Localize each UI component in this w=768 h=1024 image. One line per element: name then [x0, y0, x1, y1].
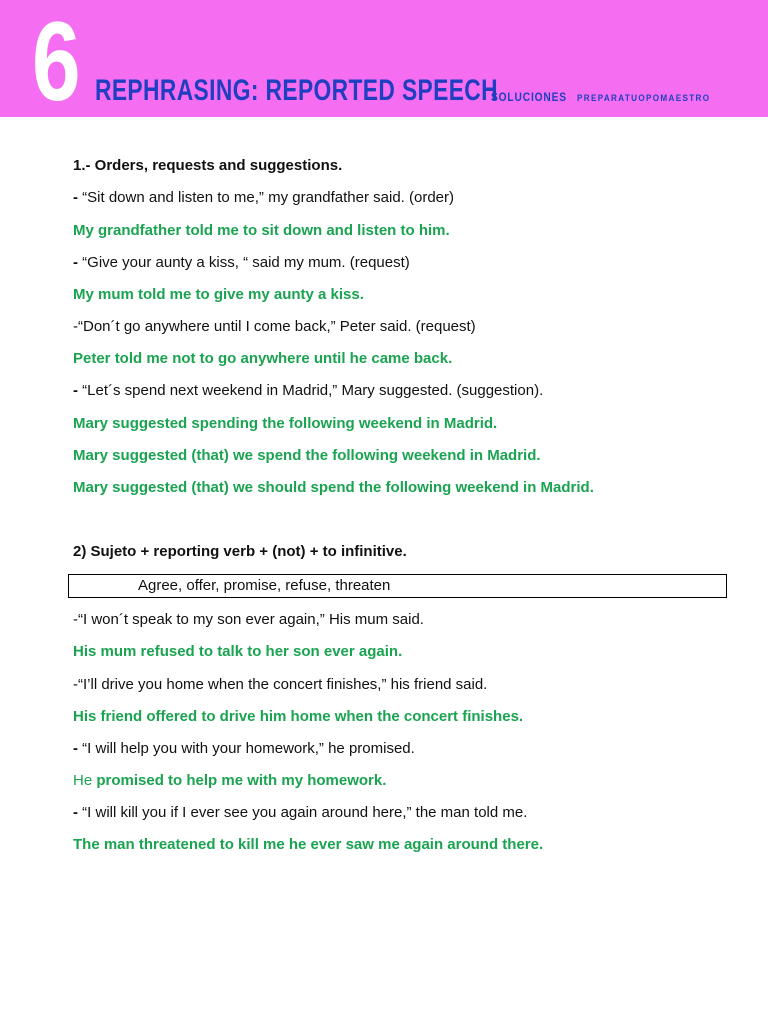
answer-line: My grandfather told me to sit down and listen to him. [73, 222, 450, 239]
section1-heading: 1.- Orders, requests and suggestions. [73, 157, 343, 174]
prompt-line [73, 740, 415, 758]
answer-subject: He [73, 772, 97, 789]
prompt-line [73, 382, 543, 400]
dash: - [73, 382, 83, 399]
page-title: REPHRASING: REPORTED SPEECH [95, 74, 498, 107]
answer-line: Mary suggested (that) we spend the following weekend in Madrid. [73, 447, 541, 464]
prompt-line: -“I won´t speak to my son ever again,” His mum said. [73, 611, 424, 628]
answer-line: The man threatened to kill me he ever saw me again around there. [73, 836, 544, 853]
subtitle-source: PREPARATUOPOMAESTRO [577, 93, 711, 103]
dash: - [73, 189, 83, 206]
prompt-line [73, 804, 527, 822]
dash: - [73, 740, 83, 757]
answer-line [73, 772, 386, 790]
prompt-text: “Sit down and listen to me,” my grandfather said. (order) [82, 189, 455, 206]
answer-line: My mum told me to give my aunty a kiss. [73, 286, 364, 303]
dash: - [73, 254, 83, 271]
answer-line: His mum refused to talk to her son ever again. [73, 643, 403, 660]
prompt-line [73, 189, 454, 207]
header-banner [0, 0, 768, 124]
prompt-text: “Let´s spend next weekend in Madrid,” Mary suggested. (suggestion). [82, 382, 544, 399]
answer-line: His friend offered to drive him home when the concert finishes. [73, 708, 524, 725]
answer-line: Mary suggested spending the following weekend in Madrid. [73, 415, 498, 432]
prompt-line: -“Don´t go anywhere until I come back,” Peter said. (request) [73, 318, 476, 335]
dash: - [73, 804, 83, 821]
prompt-line: -“I’ll drive you home when the concert finishes,” his friend said. [73, 676, 488, 693]
answer-line: Peter told me not to go anywhere until he came back. [73, 350, 453, 367]
prompt-text: “I will help you with your homework,” he promised. [82, 740, 415, 757]
verb-list-box [68, 574, 727, 598]
prompt-text: “I will kill you if I ever see you again around here,” the man told me. [82, 804, 528, 821]
unit-number: 6 [32, 0, 81, 124]
verb-list-text: Agree, offer, promise, refuse, threaten [138, 577, 391, 594]
section2-heading: 2) Sujeto + reporting verb + (not) + to infinitive. [73, 543, 407, 560]
subtitle-soluciones: SOLUCIONES [491, 90, 567, 104]
answer-text: promised to help me with my homework. [96, 772, 387, 789]
prompt-text: “Give your aunty a kiss, “ said my mum. (request) [82, 254, 410, 271]
answer-line: Mary suggested (that) we should spend the following weekend in Madrid. [73, 479, 594, 496]
prompt-line [73, 254, 410, 272]
